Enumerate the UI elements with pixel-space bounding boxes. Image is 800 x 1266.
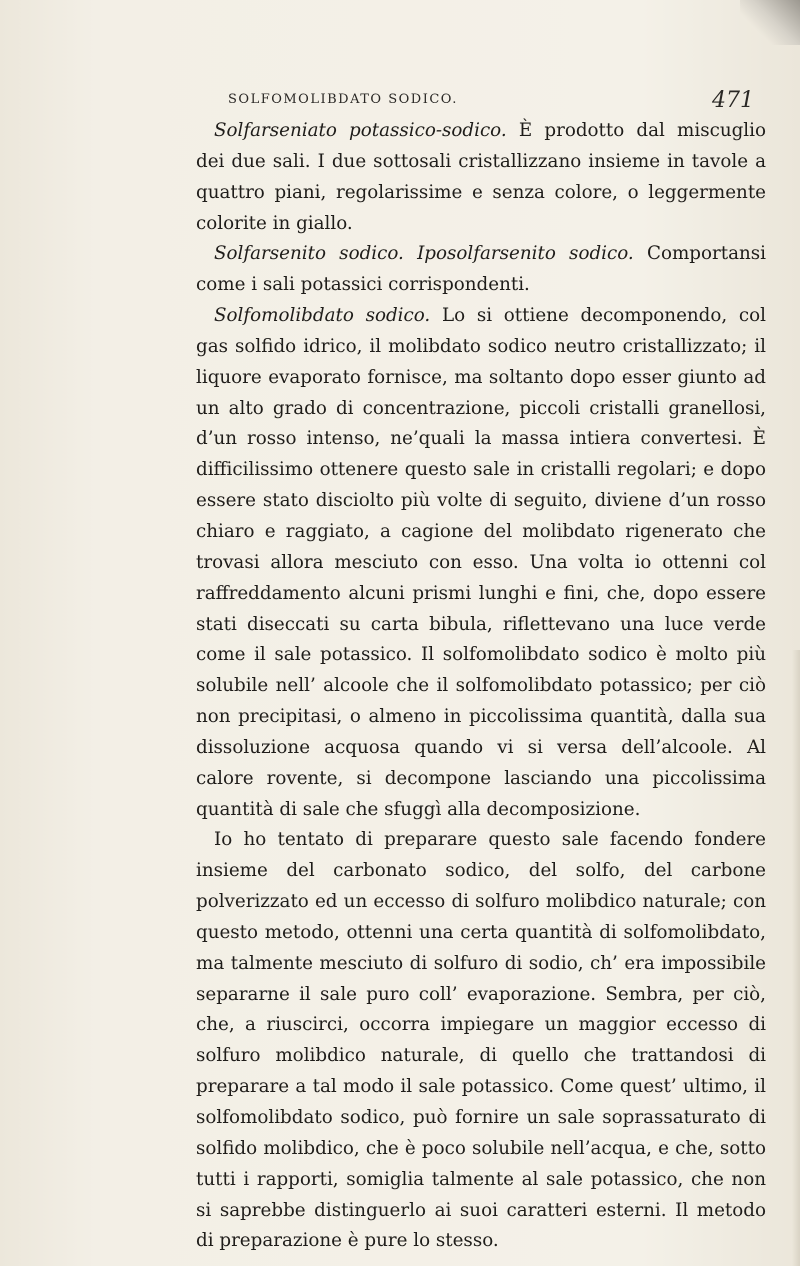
running-title: SOLFOMOLIBDATO SODICO. bbox=[228, 92, 458, 107]
paragraph-title: Solfarseniato potassico-sodico. bbox=[214, 120, 507, 141]
paragraph-preparation-method bbox=[196, 825, 766, 1257]
paragraph-text: Io ho tentato di preparare questo sale facendo fondere insieme del carbonato sodico, del solfo, del carbone polverizzato ed un eccesso di solfuro molibdico naturale; con questo metodo, ottenni una certa quantità di solfomolibdato, ma talmente mesciuto di solfuro di sodio, ch’ era impossibile separarne il sale puro coll’ evaporazione. Sembra, per ciò, che, a riuscirci, occorra impiegare un maggior eccesso di solfuro molibdico naturale, di quello che trattandosi di preparare a tal modo il sale potassico. Come quest’ ultimo, il solfomolibdato sodico, può fornire un sale soprassaturato di solfido molibdico, che è poco solubile nell’acqua, e che, sotto tutti i rapporti, somiglia talmente al sale potassico, che non si saprebbe distinguerlo ai suoi caratteri esterni. Il metodo di preparazione è pure lo stesso. bbox=[196, 829, 766, 1252]
paragraph-text: Lo si ottiene decomponendo, col gas solfido idrico, il molibdato sodico neutro cristallizzato; il liquore evaporato fornisce, ma soltanto dopo esser giunto ad un alto grado di concentrazione, piccoli cristalli granellosi, d’un rosso intenso, ne’quali la massa intiera convertesi. È difficilissimo ottenere questo sale in cristalli regolari; e dopo essere stato disciolto più volte di seguito, diviene d’un rosso chiaro e raggiato, a cagione del molibdato rigenerato che trovasi allora mesciuto con esso. Una volta io ottenni col raffreddamento alcuni prismi lunghi e fini, che, dopo essere stati diseccati su carta bibula, riflettevano una luce verde come il sale potassico. Il solfomolibdato sodico è molto più solubile nell’ alcoole che il solfomolibdato potassico; per ciò non precipitasi, o almeno in piccolissima quantità, dalla sua dissoluzione acquosa quando vi si versa dell’alcoole. Al calore rovente, si decompone lasciando una piccolissima quantità di sale che sfuggì alla decomposizione. bbox=[196, 305, 766, 820]
paragraph-text: Comportansi come i sali potassici corrispondenti. bbox=[196, 243, 766, 296]
page-corner-damage bbox=[740, 0, 800, 45]
page-edge-shadow bbox=[792, 650, 800, 1266]
page-header bbox=[0, 88, 800, 118]
paragraph-text: È prodotto dal miscuglio dei due sali. I due sottosali cristallizzano insieme in tavole a quattro piani, regolarissime e senza colore, o leggermente colorite in giallo. bbox=[196, 120, 766, 234]
page-number: 471 bbox=[712, 88, 754, 113]
paragraph-title: Solfomolibdato sodico. bbox=[214, 305, 431, 327]
paragraph-solfarseniato-potassico-sodico bbox=[196, 116, 766, 239]
paragraph-solfarsenito-sodico bbox=[196, 239, 766, 301]
paragraph-solfomolibdato-sodico bbox=[196, 301, 766, 825]
body-text bbox=[196, 116, 766, 1257]
paragraph-title: Solfarsenito sodico. Iposolfarsenito sodico. bbox=[214, 243, 634, 265]
